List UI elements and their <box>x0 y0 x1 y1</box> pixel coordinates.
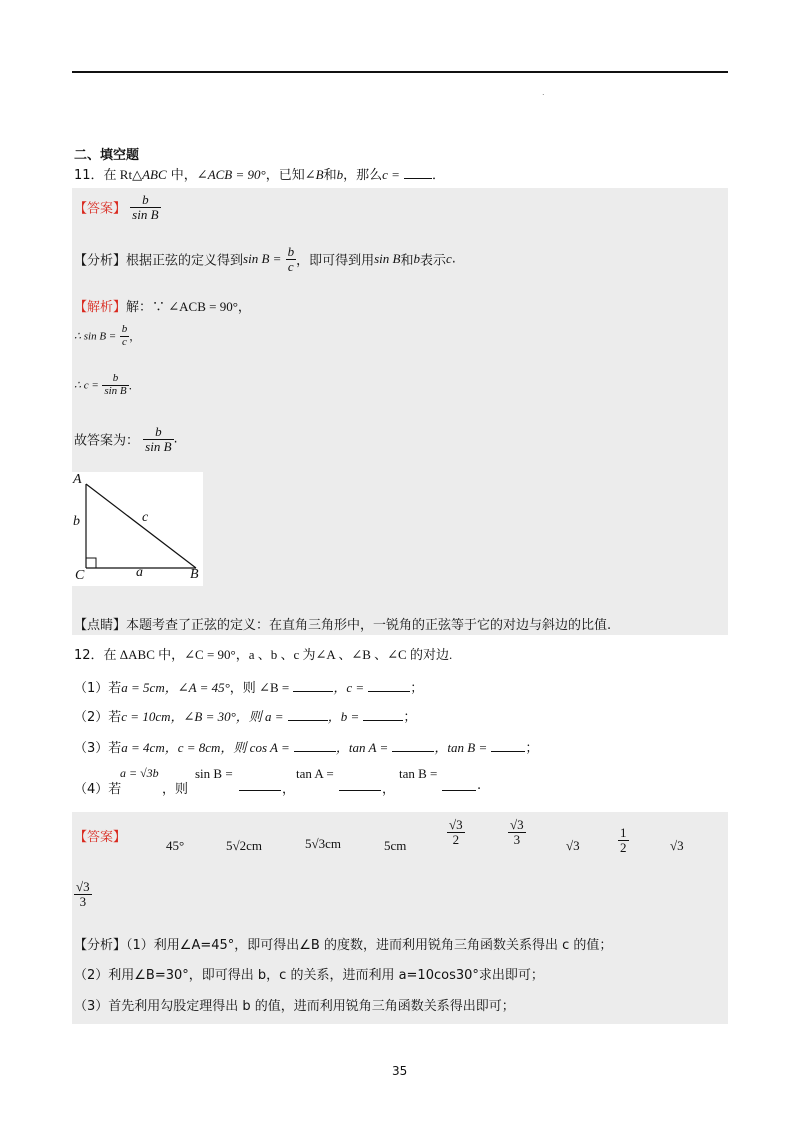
q11-c: c = <box>382 167 400 182</box>
comment11: 【点睛】本题考查了正弦的定义：在直角三角形中，一锐角的正弦等于它的对边与斜边的比值. <box>74 618 612 633</box>
q12-part4: （4）若 a = √3b ，则 sin B = ， tan A = ， tan B = . <box>74 766 482 797</box>
side-ab <box>86 484 196 568</box>
solution11-line4: 故答案为： $\frac{b}{\text{sin B}}$ . <box>74 424 178 454</box>
answer12-value-5: $\frac{√3}{2}$ <box>449 817 463 847</box>
answer12-value-9: √3 <box>670 838 684 853</box>
analysis12-line1: 【分析】（1）利用∠A=45°，即可得出∠B 的度数，进而利用锐角三角函数关系得出 c 的值； <box>74 938 613 953</box>
q11-angle-b: ∠B <box>304 167 324 182</box>
answer11 <box>74 193 161 221</box>
q11-text: ，那么 <box>343 168 383 183</box>
analysis-tag: 【分析】 <box>74 938 127 953</box>
q12-stem <box>74 644 452 663</box>
q11-number: 11． <box>74 168 104 183</box>
vertex-a-label: A <box>73 472 82 487</box>
page-number: 35 <box>392 1064 408 1078</box>
solution-tag: 【解析】 <box>74 300 127 315</box>
q11-text: ． <box>432 168 446 183</box>
vertex-c-label: C <box>75 568 85 583</box>
q11-blank <box>404 178 432 179</box>
solution11-line3: ∴ c = $\frac{b}{\text{sin B}}$ ． <box>74 372 140 397</box>
answer12-value-4: 5cm <box>384 838 407 853</box>
comment-tag: 【点睛】 <box>74 618 127 633</box>
answer12-value-3: 5√3cm <box>305 836 342 851</box>
analysis12-line2: （2）利用∠B=30°，即可得出 b，c 的关系，进而利用 a=10cos30°求出即可； <box>74 968 544 983</box>
side-a-label: a <box>136 565 143 580</box>
analysis-tag: 【分析】 <box>74 253 127 269</box>
answer11-fraction: $\frac{b}{\text{sin B}}$ <box>132 192 159 222</box>
q12-part2: （2）若c = 10cm，∠B = 30°，则 a = ，b = ； <box>74 709 417 725</box>
answer12-value-1: 45° <box>166 838 185 853</box>
answer12-value-10: $\frac{√3}{3}$ <box>76 879 90 909</box>
answer12-tag: 【答案】 <box>74 830 127 845</box>
q11-stem <box>74 164 445 183</box>
q12-stem-text: 在 ΔABC 中，∠C = 90°，a 、b 、c 为∠A 、∠B 、∠C 的对边. <box>103 647 453 662</box>
q12-part3: （3）若a = 4cm，c = 8cm，则 cos A = ，tan A = ，tan B = ； <box>74 740 539 756</box>
triangle-figure <box>72 472 203 586</box>
q11-abc: ABC <box>142 167 167 182</box>
q11-angle: ∠ACB = 90° <box>196 167 266 182</box>
header-dot: . <box>542 88 545 97</box>
q11-text: 中， <box>166 168 197 183</box>
right-angle-mark <box>86 558 96 568</box>
answer12-value-2: 5√2cm <box>226 838 263 853</box>
analysis11: 【分析】根据正弦的定义得到sin B = $\frac{b}{c}$ ，即可得到用sin B和b表示c. <box>74 244 456 274</box>
section-title: 二、填空题 <box>74 148 140 163</box>
solution11-line2: ∴ sin B = $\frac{b}{c}$ ， <box>74 323 141 348</box>
answer12-value-8: $\frac{1}{2}$ <box>620 825 627 855</box>
q11-b: b <box>336 167 344 182</box>
q11-text: 和 <box>323 168 337 183</box>
answer12-value-7: √3 <box>566 838 580 853</box>
q11-text: 在 Rt <box>103 167 133 182</box>
q12-number: 12． <box>74 648 104 663</box>
q11-triangle-symbol: △ <box>132 168 143 183</box>
header-rule <box>72 71 728 73</box>
side-c-label: c <box>142 510 149 525</box>
solution11-line1: 【解析】解：∵ ∠ACB = 90°， <box>74 299 251 315</box>
q12-part1: （1）若a = 5cm，∠A = 45°，则 ∠B = ，c = ； <box>74 680 424 696</box>
vertex-b-label: B <box>190 567 199 582</box>
answer-tag: 【答案】 <box>74 201 127 217</box>
q11-text: ，已知 <box>265 168 305 183</box>
side-b-label: b <box>73 514 80 529</box>
analysis12-line3: （3）首先利用勾股定理得出 b 的值，进而利用锐角三角函数关系得出即可； <box>74 999 515 1014</box>
answer12-value-6: $\frac{√3}{3}$ <box>510 817 524 847</box>
